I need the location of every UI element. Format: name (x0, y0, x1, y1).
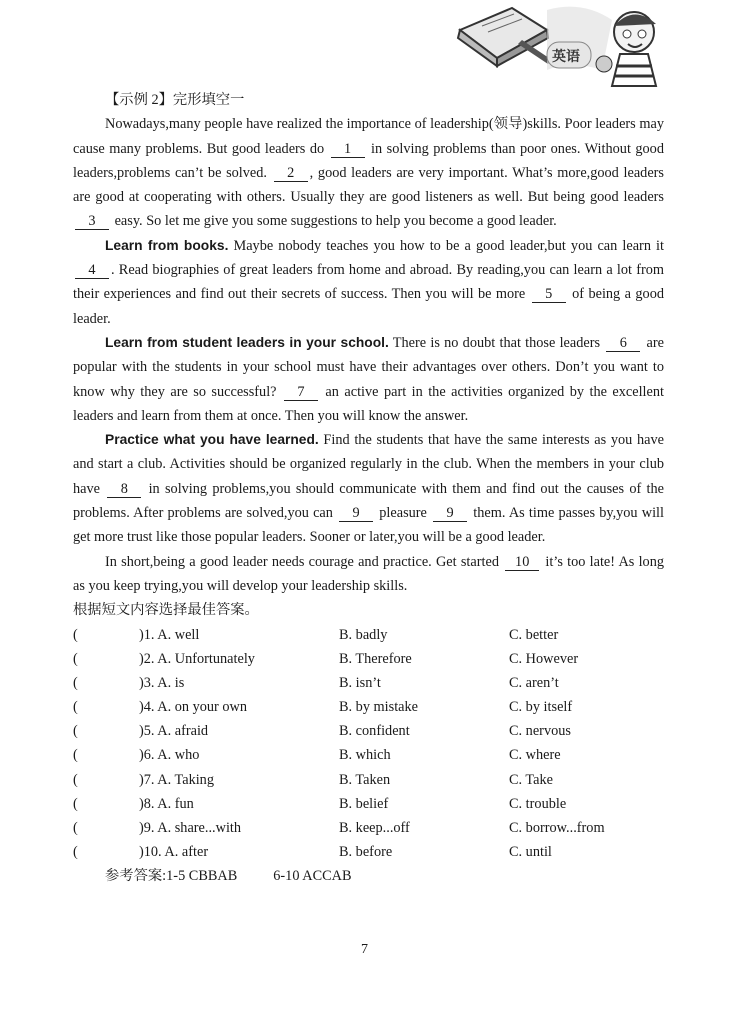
text: Nowadays,many people have realized the importance of leadership(领导)skills. Poor leaders may cause many problems. But good leaders do (73, 116, 664, 157)
question-row (73, 695, 664, 719)
option-b: B. Therefore (339, 650, 412, 667)
blank: 8 (107, 481, 141, 498)
book-pencil-cartoon-icon (452, 0, 672, 88)
question-row (73, 671, 664, 695)
text: are popular with the students in your school must have their advantages over others. Don’t you want to know why they are so successful? (73, 334, 664, 400)
answer-paren[interactable]: ( (73, 650, 78, 667)
text: them. As time passes by,you will get more trust like those popular leaders. Sooner or later,you will be a good leader. (73, 505, 665, 546)
option-a: )1. A. well (139, 626, 200, 643)
subject-badge: 英语 (552, 49, 580, 65)
option-a: )8. A. fun (139, 795, 194, 812)
paragraph (73, 331, 664, 428)
question-row (73, 792, 664, 816)
answer-paren[interactable]: ( (73, 844, 78, 861)
text: in solving problems,you should communicate with them and find out the causes of the problems. After problems are solved,you can (73, 480, 665, 522)
cloze-passage (73, 112, 664, 598)
answer-paren[interactable]: ( (73, 795, 78, 812)
option-c: C. trouble (509, 795, 567, 812)
option-a: )10. A. after (139, 844, 209, 861)
blank: 9 (433, 505, 467, 522)
option-b: B. before (339, 844, 393, 861)
question-row (73, 623, 664, 647)
option-c: C. aren’t (509, 674, 559, 691)
answer-key-1-5: 参考答案:1-5 CBBAB (105, 868, 238, 885)
option-b: B. confident (339, 723, 410, 740)
paragraph-heading: Practice what you have learned. (105, 432, 319, 448)
exercise-title: 【示例 2】完形填空一 (105, 92, 245, 108)
option-a: )2. A. Unfortunately (139, 650, 255, 667)
instruction: 根据短文内容选择最佳答案。 (73, 602, 259, 619)
option-c: C. nervous (509, 723, 571, 740)
text: In short,being a good leader needs courage and practice. Get started (105, 553, 504, 570)
answer-paren[interactable]: ( (73, 699, 78, 716)
option-c: C. by itself (509, 699, 573, 716)
paragraph-heading: Learn from books. (105, 237, 229, 253)
text: Find the students that have the same interests as you have and start a club. Activities should be organized regularly in the club. When the members in your club have (73, 432, 664, 497)
answer-paren[interactable]: ( (73, 674, 78, 691)
option-a: )9. A. share...with (139, 820, 242, 837)
answer-paren[interactable]: ( (73, 747, 78, 764)
blank: 3 (75, 213, 109, 230)
option-a: )6. A. who (139, 747, 200, 764)
option-a: )4. A. on your own (139, 699, 248, 716)
option-b: B. Taken (339, 771, 391, 788)
option-b: B. badly (339, 626, 388, 643)
blank: 4 (75, 262, 109, 279)
paragraph (73, 112, 664, 233)
text: easy. So let me give you some suggestions to help you become a good leader. (111, 213, 557, 230)
blank: 9 (339, 505, 373, 522)
paragraph-heading: Learn from student leaders in your school. (105, 334, 389, 350)
text: , good leaders are very important. What’s more,good leaders are good at cooperating with others. Usually they are good listeners as well. But being good leaders (73, 164, 664, 206)
option-a: )5. A. afraid (139, 723, 209, 740)
answer-key-6-10: 6-10 ACCAB (273, 868, 352, 885)
question-row (73, 743, 664, 767)
text: There is no doubt that those leaders (388, 334, 605, 351)
text: it’s too late! As long as you keep trying,you will develop your leadership skills. (73, 553, 664, 594)
paragraph (73, 428, 664, 549)
text: of being a good leader. (73, 286, 664, 327)
option-c: C. better (509, 626, 559, 643)
option-a: )3. A. is (139, 674, 185, 691)
blank: 1 (331, 141, 365, 158)
answer-paren[interactable]: ( (73, 820, 78, 837)
answer-paren[interactable]: ( (73, 771, 78, 788)
text: Maybe nobody teaches you how to be a good leader,but you can learn it (228, 237, 665, 254)
text: an active part in the activities organized by the excellent leaders and learn from them at once. Then you will know the answer. (73, 383, 664, 424)
question-row (73, 840, 664, 864)
text: pleasure (375, 505, 432, 522)
option-b: B. isn’t (339, 674, 381, 691)
question-list (73, 623, 664, 865)
option-b: B. which (339, 747, 391, 764)
blank: 7 (284, 384, 318, 401)
option-b: B. by mistake (339, 699, 419, 716)
option-c: C. However (509, 650, 579, 667)
answer-paren[interactable]: ( (73, 626, 78, 643)
question-row (73, 816, 664, 840)
exercise-content (73, 88, 664, 889)
option-c: C. Take (509, 771, 554, 788)
question-row (73, 719, 664, 743)
blank: 10 (505, 554, 539, 571)
question-row (73, 768, 664, 792)
option-b: B. keep...off (339, 820, 410, 837)
question-row (73, 647, 664, 671)
option-c: C. borrow...from (509, 820, 605, 837)
text: . Read biographies of great leaders from home and abroad. By reading,you can learn a lot from their experiences and find out their secrets of success. Then you will be more (73, 262, 664, 303)
option-a: )7. A. Taking (139, 771, 214, 788)
text: in solving problems than poor ones. Without good leaders,problems can’t be solved. (73, 140, 664, 181)
paragraph (73, 234, 664, 331)
answer-paren[interactable]: ( (73, 723, 78, 740)
blank: 2 (274, 165, 308, 182)
page-number: 7 (361, 942, 368, 957)
option-c: C. where (509, 747, 561, 764)
blank: 5 (532, 286, 566, 303)
answer-key (73, 864, 664, 888)
blank: 6 (606, 335, 640, 352)
header-illustration (452, 0, 672, 88)
paragraph (73, 550, 664, 599)
option-b: B. belief (339, 795, 389, 812)
option-c: C. until (509, 844, 552, 861)
